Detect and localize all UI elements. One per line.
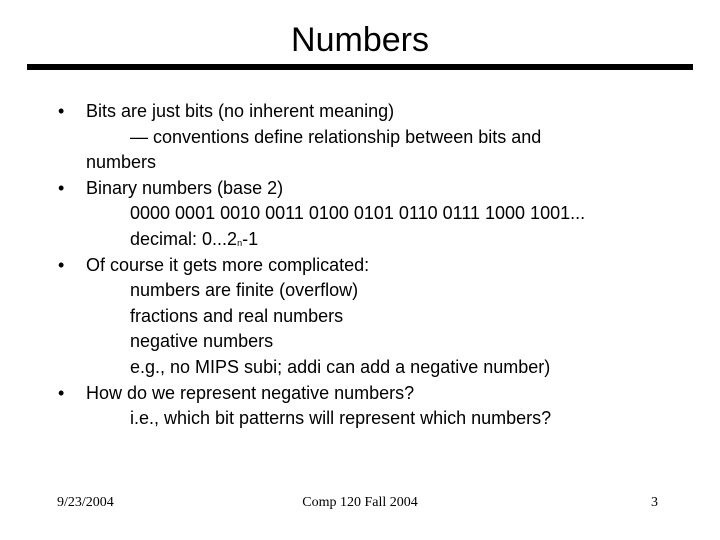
- slide-title: Numbers: [291, 21, 429, 59]
- bullet-text: Binary numbers (base 2): [86, 177, 284, 198]
- bullet-item: [54, 381, 694, 432]
- bullet-dot-icon: •: [58, 101, 65, 121]
- slide-body: [54, 99, 694, 432]
- sub-item: fractions and real numbers: [130, 305, 344, 326]
- bullet-item: [54, 99, 694, 176]
- sub-item: numbers are finite (overflow): [130, 280, 359, 301]
- sub-item: 0000 0001 0010 0011 0100 0101 0110 0111 1000 1001...: [130, 203, 586, 224]
- footer-page-number: 3: [651, 495, 658, 510]
- bullet-text: Bits are just bits (no inherent meaning): [86, 101, 395, 121]
- sub-item: — conventions define relationship between bits and: [130, 126, 542, 147]
- title-underline: [27, 64, 693, 70]
- bullet-dot-icon: •: [58, 254, 65, 275]
- sub-item-decimal: [86, 227, 694, 253]
- bullet-dot-icon: •: [58, 382, 65, 403]
- bullet-dot-icon: •: [58, 177, 65, 198]
- decimal-prefix: decimal: 0...2: [130, 228, 238, 249]
- bullet-text: Of course it gets more complicated:: [86, 254, 370, 275]
- bullet-item: [54, 176, 694, 253]
- decimal-suffix: -1: [242, 228, 259, 249]
- bullet-item: [54, 253, 694, 381]
- bullet-text: How do we represent negative numbers?: [86, 382, 415, 403]
- sub-item: i.e., which bit patterns will represent which numbers?: [130, 408, 552, 429]
- sub-item: e.g., no MIPS subi; addi can add a negative number): [130, 356, 551, 377]
- sub-item: negative numbers: [130, 331, 274, 352]
- footer-date: 9/23/2004: [57, 495, 114, 510]
- wrapped-text: numbers: [86, 152, 157, 173]
- footer-course: Comp 120 Fall 2004: [302, 495, 418, 510]
- decimal-exponent: n: [237, 237, 243, 248]
